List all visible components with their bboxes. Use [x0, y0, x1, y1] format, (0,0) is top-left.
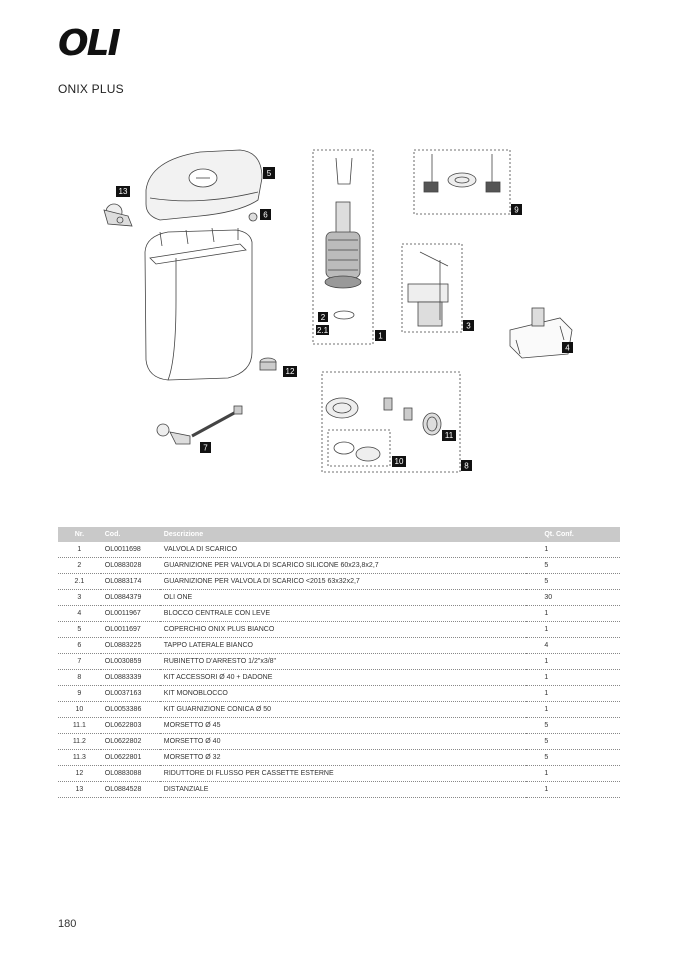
callout-8 — [461, 460, 472, 471]
table-row — [58, 590, 620, 606]
row-qt: 5 — [526, 734, 620, 750]
row-qt: 1 — [526, 686, 620, 702]
row-cod: OL0030859 — [101, 654, 160, 670]
callout-2 — [318, 312, 328, 322]
callout-1 — [375, 330, 386, 341]
row-cod: OL0622802 — [101, 734, 160, 750]
svg-text:3: 3 — [466, 321, 471, 331]
svg-text:1: 1 — [378, 331, 383, 341]
table-row — [58, 766, 620, 782]
row-nr: 11.2 — [58, 734, 101, 750]
row-desc: KIT MONOBLOCCO — [160, 686, 527, 702]
monoblock-kit-drawing — [424, 154, 500, 192]
page-number: 180 — [58, 918, 77, 930]
row-desc: RIDUTTORE DI FLUSSO PER CASSETTE ESTERNE — [160, 766, 527, 782]
cistern-lid-drawing — [146, 150, 262, 220]
svg-text:7: 7 — [203, 443, 208, 453]
table-row — [58, 654, 620, 670]
row-cod: OL0883088 — [101, 766, 160, 782]
row-qt: 1 — [526, 622, 620, 638]
row-cod: OL0011698 — [101, 542, 160, 558]
row-desc: DISTANZIALE — [160, 782, 527, 798]
header-qt: Qt. Conf. — [526, 527, 620, 542]
parts-table — [58, 527, 620, 798]
row-nr: 2.1 — [58, 574, 101, 590]
row-cod: OL0053386 — [101, 702, 160, 718]
row-cod: OL0883174 — [101, 574, 160, 590]
callout-12 — [283, 366, 297, 377]
row-nr: 13 — [58, 782, 101, 798]
row-nr: 9 — [58, 686, 101, 702]
row-cod: OL0883028 — [101, 558, 160, 574]
flow-reducer-drawing — [260, 358, 276, 370]
side-plug-drawing — [249, 213, 257, 221]
row-qt: 1 — [526, 782, 620, 798]
row-cod: OL0884379 — [101, 590, 160, 606]
svg-text:9: 9 — [514, 205, 519, 215]
row-qt: 5 — [526, 574, 620, 590]
svg-text:5: 5 — [266, 169, 272, 178]
row-qt: 1 — [526, 542, 620, 558]
svg-text:11: 11 — [444, 431, 454, 440]
table-row — [58, 702, 620, 718]
row-desc: BLOCCO CENTRALE CON LEVE — [160, 606, 527, 622]
svg-text:2: 2 — [320, 313, 326, 322]
row-desc: MORSETTO Ø 32 — [160, 750, 527, 766]
header-cod: Cod. — [101, 527, 160, 542]
row-cod: OL0883225 — [101, 638, 160, 654]
row-qt: 5 — [526, 558, 620, 574]
row-cod: OL0884528 — [101, 782, 160, 798]
row-cod: OL0011697 — [101, 622, 160, 638]
row-nr: 6 — [58, 638, 101, 654]
row-desc: GUARNIZIONE PER VALVOLA DI SCARICO <2015 63x32x2,7 — [160, 574, 527, 590]
row-nr: 12 — [58, 766, 101, 782]
table-row — [58, 734, 620, 750]
row-cod: OL0622801 — [101, 750, 160, 766]
svg-text:8: 8 — [464, 461, 469, 471]
table-row — [58, 574, 620, 590]
product-title: ONIX PLUS — [58, 82, 124, 96]
row-cod: OL0011967 — [101, 606, 160, 622]
row-qt: 5 — [526, 750, 620, 766]
table-row — [58, 638, 620, 654]
table-row — [58, 670, 620, 686]
table-header-row — [58, 527, 620, 542]
flush-valve-drawing — [325, 158, 361, 288]
row-desc: OLI ONE — [160, 590, 527, 606]
spacer-drawing — [104, 204, 132, 226]
row-qt: 1 — [526, 702, 620, 718]
row-nr: 5 — [58, 622, 101, 638]
exploded-parts-diagram — [0, 140, 678, 485]
row-cod: OL0883339 — [101, 670, 160, 686]
row-desc: TAPPO LATERALE BIANCO — [160, 638, 527, 654]
row-desc: MORSETTO Ø 40 — [160, 734, 527, 750]
row-qt: 1 — [526, 766, 620, 782]
row-cod: OL0622803 — [101, 718, 160, 734]
callout-7 — [200, 442, 211, 453]
row-desc: COPERCHIO ONIX PLUS BIANCO — [160, 622, 527, 638]
header-desc: Descrizione — [160, 527, 527, 542]
row-nr: 10 — [58, 702, 101, 718]
row-qt: 1 — [526, 606, 620, 622]
svg-text:12: 12 — [285, 367, 295, 376]
row-nr: 4 — [58, 606, 101, 622]
accessory-kit-drawing — [326, 398, 441, 435]
row-cod: OL0037163 — [101, 686, 160, 702]
table-row — [58, 622, 620, 638]
row-desc: GUARNIZIONE PER VALVOLA DI SCARICO SILICONE 60x23,8x2,7 — [160, 558, 527, 574]
svg-text:13: 13 — [118, 187, 128, 196]
callout-10 — [392, 456, 406, 467]
callout-6 — [260, 209, 271, 220]
header-nr: Nr. — [58, 527, 101, 542]
brand-logo: OLI — [58, 23, 119, 64]
row-qt: 30 — [526, 590, 620, 606]
row-qt: 1 — [526, 670, 620, 686]
row-desc: VALVOLA DI SCARICO — [160, 542, 527, 558]
callout-2-1 — [316, 325, 329, 335]
row-nr: 2 — [58, 558, 101, 574]
cistern-body-drawing — [145, 228, 252, 380]
svg-text:4: 4 — [565, 343, 570, 353]
table-row — [58, 542, 620, 558]
svg-text:6: 6 — [263, 210, 268, 220]
parts-table-body — [58, 542, 620, 798]
fill-valve-drawing — [408, 252, 448, 326]
row-desc: KIT ACCESSORI Ø 40 + DADONE — [160, 670, 527, 686]
table-row — [58, 782, 620, 798]
row-nr: 3 — [58, 590, 101, 606]
callout-11 — [442, 430, 456, 441]
row-nr: 7 — [58, 654, 101, 670]
row-qt: 4 — [526, 638, 620, 654]
table-row — [58, 686, 620, 702]
gasket-drawing — [334, 311, 354, 319]
table-row — [58, 750, 620, 766]
svg-text:10: 10 — [394, 457, 404, 466]
callout-4 — [562, 342, 573, 353]
row-qt: 5 — [526, 718, 620, 734]
row-desc: RUBINETTO D'ARRESTO 1/2"x3/8" — [160, 654, 527, 670]
callout-3 — [463, 320, 474, 331]
callout-9 — [511, 204, 522, 215]
callout-5 — [263, 167, 275, 179]
row-nr: 11.1 — [58, 718, 101, 734]
row-nr: 11.3 — [58, 750, 101, 766]
row-nr: 8 — [58, 670, 101, 686]
row-desc: KIT GUARNIZIONE CONICA Ø 50 — [160, 702, 527, 718]
stop-valve-drawing — [157, 406, 242, 444]
row-nr: 1 — [58, 542, 101, 558]
callout-13 — [116, 186, 130, 197]
conical-gasket-kit-drawing — [334, 442, 380, 461]
table-row — [58, 606, 620, 622]
svg-text:2.1: 2.1 — [316, 326, 329, 335]
table-row — [58, 718, 620, 734]
row-desc: MORSETTO Ø 45 — [160, 718, 527, 734]
row-qt: 1 — [526, 654, 620, 670]
table-row — [58, 558, 620, 574]
